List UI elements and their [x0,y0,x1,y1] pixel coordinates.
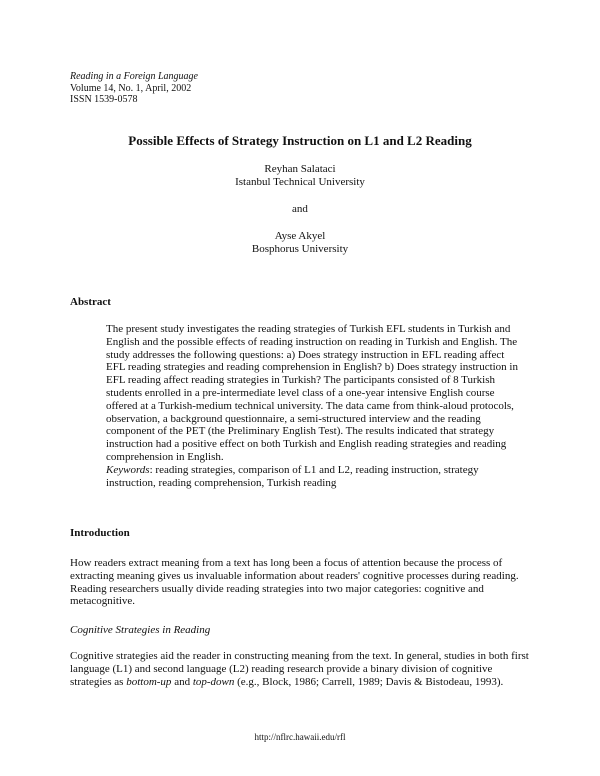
cognitive-text-before: Cognitive strategies aid the reader in constructing meaning from the text. In general, studies in both first language (L1) and second language (L2) reading research provide a binary division of cognitive strategies as [70,650,529,688]
author-1-name: Reyhan Salataci [264,163,336,175]
abstract-heading: Abstract [70,296,111,308]
journal-info [70,71,198,106]
journal-name: Reading in a Foreign Language [70,71,198,82]
cognitive-text-after: (e.g., Block, 1986; Carrell, 1989; Davis & Bistodeau, 1993). [234,675,504,688]
keywords-label: Keywords [106,463,150,476]
abstract-body [106,323,526,489]
author-1-affiliation: Istanbul Technical University [235,176,365,188]
journal-volume: Volume 14, No. 1, April, 2002 [70,82,192,94]
abstract-text: The present study investigates the reading strategies of Turkish EFL students in Turkish and English and the possible effects of reading instruction on reading in Turkish and English. The study addresses the following questions: a) Does strategy instruction in EFL reading affect EFL reading strategies and reading comprehension in English? b) Does strategy instruction in EFL reading affect reading strategies in Turkish? The participants consisted of 8 Turkish students enrolled in a pre-intermediate level class of a one-year intensive English course offered at a Turkish-medium technical university. The data came from think-aloud protocols, observation, a background questionnaire, a semi-structured interview and the reading component of the PET (the Preliminary English Test). The results indicated that strategy instruction had a positive effect on both Turkish and English reading strategies and reading comprehension in English. [106,323,518,463]
keywords-text: : reading strategies, comparison of L1 and L2, reading instruction, strategy instruction, reading comprehension, Turkish reading [106,463,479,489]
author-conjunction: and [292,203,308,215]
journal-issn: ISSN 1539-0578 [70,94,138,105]
cognitive-text-and: and [171,675,193,688]
author-2 [0,230,600,256]
author-1 [0,163,600,189]
footer-url[interactable]: http://nflrc.hawaii.edu/rfl [254,732,346,742]
author-2-name: Ayse Akyel [274,230,326,242]
term-top-down: top-down [192,675,235,688]
introduction-heading: Introduction [70,527,130,539]
cognitive-subheading: Cognitive Strategies in Reading [70,624,211,636]
author-2-affiliation: Bosphorus University [251,243,349,255]
introduction-paragraph: How readers extract meaning from a text has long been a focus of attention because the process of extracting meaning gives us invaluable information about readers' cognitive processes during reading. Reading researchers usually divide reading strategies into two major categories: cognitive and metacognitive. [70,557,519,608]
term-bottom-up: bottom-up [126,675,172,688]
paper-title: Possible Effects of Strategy Instruction on L1 and L2 Reading [128,133,472,148]
cognitive-paragraph [70,650,530,688]
